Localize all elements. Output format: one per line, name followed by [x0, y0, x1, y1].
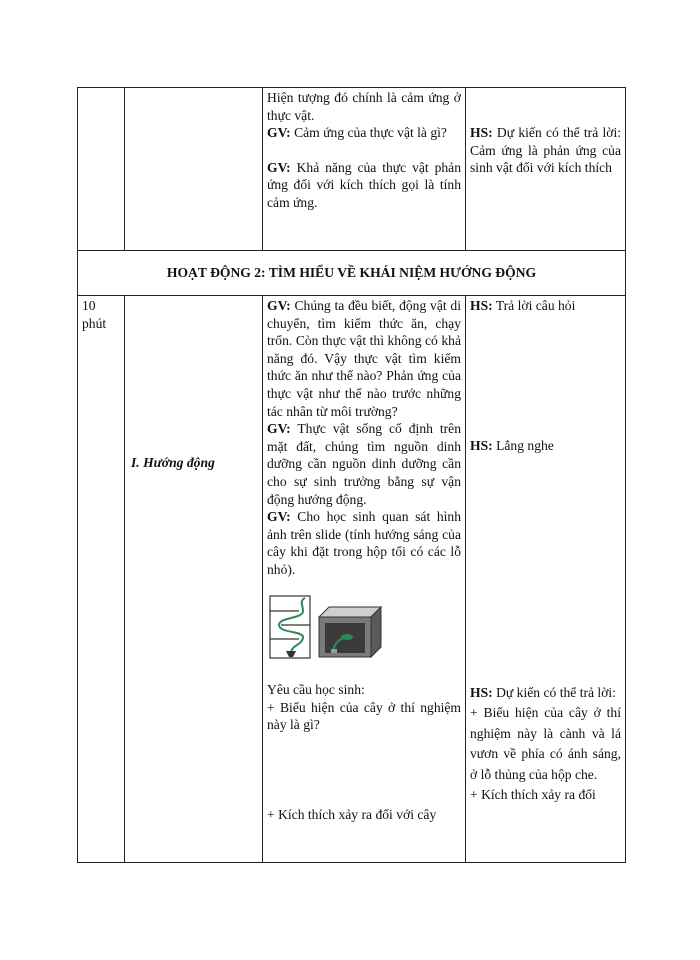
- phototropism-figure: [269, 595, 461, 666]
- student-activity-cell: [466, 88, 626, 251]
- student-response-text: Trả lời câu hỏi: [495, 298, 576, 313]
- teacher-activity-cell: [263, 296, 466, 863]
- teacher-paragraph: [267, 420, 461, 508]
- content-cell: [125, 88, 263, 251]
- student-response-answer: + Kích thích xảy ra đối: [470, 787, 596, 803]
- teacher-activity-cell: [263, 88, 466, 251]
- time-cell: [78, 88, 125, 251]
- gv-label: GV:: [267, 298, 291, 313]
- student-activity-cell: [466, 296, 626, 863]
- hs-label: HS:: [470, 298, 493, 313]
- time-cell: 10 phút: [78, 296, 125, 863]
- hs-label: HS:: [470, 437, 493, 453]
- gv-label: GV:: [267, 509, 291, 525]
- student-answer: [470, 124, 621, 177]
- student-response: [470, 437, 621, 455]
- student-response-text: Lắng nghe: [496, 437, 554, 453]
- table-row: [78, 296, 626, 863]
- student-response: [470, 683, 621, 703]
- hs-label: HS:: [470, 685, 493, 701]
- teacher-answer-text: Khả năng của thực vật phản ứng đối với kích thích gọi là tính cảm ứng.: [267, 159, 461, 210]
- phototropism-illustration: [269, 595, 389, 661]
- teacher-intro: Hiện tượng đó chính là cảm ứng ở thực vật.: [267, 90, 461, 123]
- student-response-text: Dự kiến có thể trả lời:: [496, 685, 616, 701]
- lesson-plan-table: [77, 87, 626, 863]
- table-row: [78, 251, 626, 296]
- section-heading: I. Hướng động: [131, 455, 215, 470]
- teacher-paragraph-text: Thực vật sống cố định trên mặt đất, chúng tìm nguồn dinh dưỡng cần nguồn dinh dưỡng cần cho sự sinh trưởng bằng sự vận động hướng động.: [267, 421, 461, 507]
- student-response-answer: + Biểu hiện của cây ở thí nghiệm này là cành và lá vươn về phía có ánh sáng, ở lỗ thủng của hộp che.: [470, 705, 621, 782]
- teacher-answer: [267, 159, 461, 212]
- teacher-paragraph-text: Cho học sinh quan sát hình ảnh trên slide (tính hướng sáng của cây khi đặt trong hộp tối có các lỗ nhỏ).: [267, 509, 461, 577]
- teacher-question: [267, 124, 461, 142]
- teacher-request-question: + Biểu hiện của cây ở thí nghiệm này là gì?: [267, 699, 461, 733]
- gv-label: GV:: [267, 421, 291, 437]
- teacher-question-text: Cảm ứng của thực vật là gì?: [294, 125, 447, 141]
- gv-label: GV:: [267, 159, 291, 175]
- teacher-request: Yêu cầu học sinh:: [267, 682, 365, 698]
- teacher-paragraph: [267, 508, 461, 578]
- activity-header: HOẠT ĐỘNG 2: TÌM HIỂU VỀ KHÁI NIỆM HƯỚNG ĐỘNG: [78, 251, 626, 296]
- table-row: [78, 88, 626, 251]
- teacher-paragraph: [267, 297, 461, 420]
- teacher-paragraph-text: Chúng ta đều biết, động vật di chuyển, tìm kiếm thức ăn, chạy trốn. Còn thực vật thì không có khả năng đó. Vậy thực vật tìm kiếm thức ăn như thế nào? Phản ứng của thực vật như thế nào trước những tác nhân từ môi trường?: [267, 298, 462, 419]
- student-response: [470, 297, 621, 315]
- gv-label: GV:: [267, 125, 291, 141]
- content-cell: [125, 296, 263, 863]
- hs-label: HS:: [470, 125, 493, 140]
- student-answer-text: Dự kiến có thể trả lời: Cảm ứng là phản ứng của sinh vật đối với kích thích: [470, 125, 622, 176]
- teacher-request-question: + Kích thích xảy ra đối với cây: [267, 806, 437, 822]
